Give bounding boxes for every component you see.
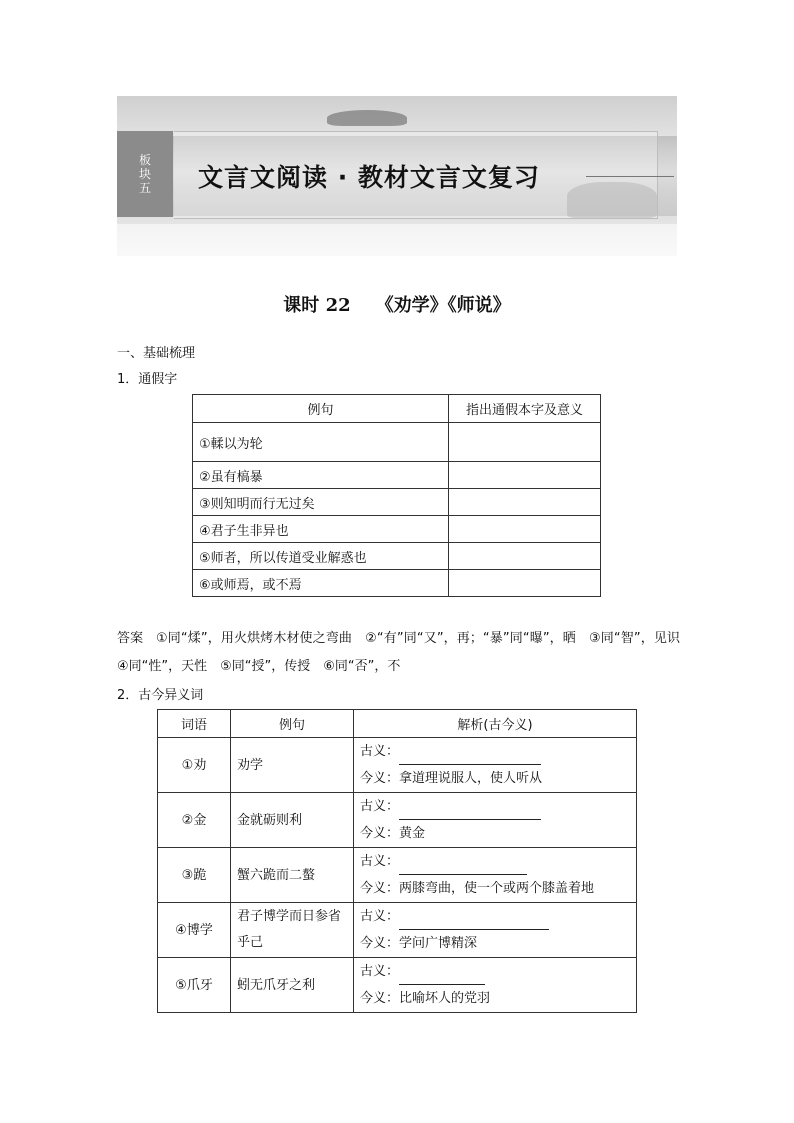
table-row <box>193 543 601 570</box>
table-cell: ⑤师者，所以传道受业解惑也 <box>193 543 449 570</box>
fill-blank[interactable] <box>399 915 549 930</box>
jin-cell <box>354 985 637 1013</box>
table-row <box>158 848 637 876</box>
gu-cell <box>354 793 637 821</box>
jin-label: 今义： <box>360 991 400 1006</box>
banner-title: 文言文阅读 · 教材文言文复习 <box>198 163 540 192</box>
table-cell: ③则知明而行无过矣 <box>193 489 449 516</box>
lesson-title: 课时 22 《劝学》《师说》 <box>283 295 511 316</box>
gu-cell <box>354 903 637 931</box>
jin-cell <box>354 820 637 848</box>
answer-blank-cell[interactable] <box>449 462 601 489</box>
fill-blank[interactable] <box>399 860 527 875</box>
jin-text: 比喻坏人的党羽 <box>399 991 491 1006</box>
answer-blank-cell[interactable] <box>449 570 601 597</box>
banner-rock <box>327 110 407 126</box>
table-header: 例句 <box>231 710 354 738</box>
tongjia-table <box>192 394 601 597</box>
table-cell: ①輮以为轮 <box>193 423 449 462</box>
word-cell: ③跪 <box>158 848 231 903</box>
jin-label: 今义： <box>360 936 400 951</box>
table-row <box>158 793 637 821</box>
jin-text: 两膝弯曲，使一个或两个膝盖着地 <box>399 881 595 896</box>
table-header-row <box>193 395 601 423</box>
answer-blank-cell[interactable] <box>449 516 601 543</box>
gu-label: 古义： <box>360 909 400 924</box>
jin-cell <box>354 765 637 793</box>
table-row <box>193 462 601 489</box>
table-row <box>158 958 637 986</box>
jin-text: 拿道理说服人，使人听从 <box>399 771 543 786</box>
table-row <box>193 516 601 543</box>
table-row <box>158 738 637 766</box>
example-cell: 金就砺则利 <box>231 793 354 848</box>
table-header: 词语 <box>158 710 231 738</box>
table-cell: ⑥或师焉，或不焉 <box>193 570 449 597</box>
section-heading: 一、基础梳理 <box>117 346 196 361</box>
gujin-table <box>157 709 637 1013</box>
table-row <box>193 489 601 516</box>
table-row <box>193 570 601 597</box>
gu-cell <box>354 958 637 986</box>
table-cell: ②虽有槁暴 <box>193 462 449 489</box>
answer-text: ①同“煣”，用火烘烤木材使之弯曲 ②“有”同“又”，再；“暴”同“曝”，晒 ③同“智”，见识 ④同“性”，天性 ⑤同“授”，传授 ⑥同“否”，不 <box>117 631 694 674</box>
word-cell: ①劝 <box>158 738 231 793</box>
jin-cell <box>354 930 637 958</box>
jin-text: 黄金 <box>399 826 426 841</box>
example-cell: 蟹六跪而二螯 <box>231 848 354 903</box>
banner-rule <box>586 176 674 177</box>
jin-text: 学问广博精深 <box>399 936 478 951</box>
example-cell: 君子博学而日参省乎己 <box>231 903 354 958</box>
jin-label: 今义： <box>360 881 400 896</box>
fill-blank[interactable] <box>399 805 541 820</box>
gu-label: 古义： <box>360 744 400 759</box>
table-row <box>193 423 601 462</box>
word-cell: ⑤爪牙 <box>158 958 231 1013</box>
fill-blank[interactable] <box>399 750 541 765</box>
block-label <box>117 131 173 217</box>
table-header: 解析(古今义) <box>354 710 637 738</box>
table-header-row <box>158 710 637 738</box>
table-row <box>158 903 637 931</box>
example-cell: 劝学 <box>231 738 354 793</box>
subsection-heading: 1．通假字 <box>117 372 178 387</box>
table-header: 例句 <box>193 395 449 423</box>
gu-label: 古义： <box>360 799 400 814</box>
gu-cell <box>354 848 637 876</box>
jin-label: 今义： <box>360 826 400 841</box>
jin-cell <box>354 875 637 903</box>
example-cell: 蚓无爪牙之利 <box>231 958 354 1013</box>
gu-label: 古义： <box>360 964 400 979</box>
word-cell: ②金 <box>158 793 231 848</box>
word-cell: ④博学 <box>158 903 231 958</box>
answer-blank-cell[interactable] <box>449 543 601 570</box>
answer-blank-cell[interactable] <box>449 423 601 462</box>
answer-paragraph <box>117 625 694 681</box>
fill-blank[interactable] <box>399 970 485 985</box>
table-header: 指出通假本字及意义 <box>449 395 601 423</box>
gu-cell <box>354 738 637 766</box>
jin-label: 今义： <box>360 771 400 786</box>
answer-blank-cell[interactable] <box>449 489 601 516</box>
block-label-text: 板块五 <box>138 153 151 195</box>
answer-label: 答案 <box>117 631 144 646</box>
subsection-heading: 2．古今异义词 <box>117 688 204 703</box>
table-cell: ④君子生非异也 <box>193 516 449 543</box>
banner-fade <box>117 224 677 256</box>
gu-label: 古义： <box>360 854 400 869</box>
